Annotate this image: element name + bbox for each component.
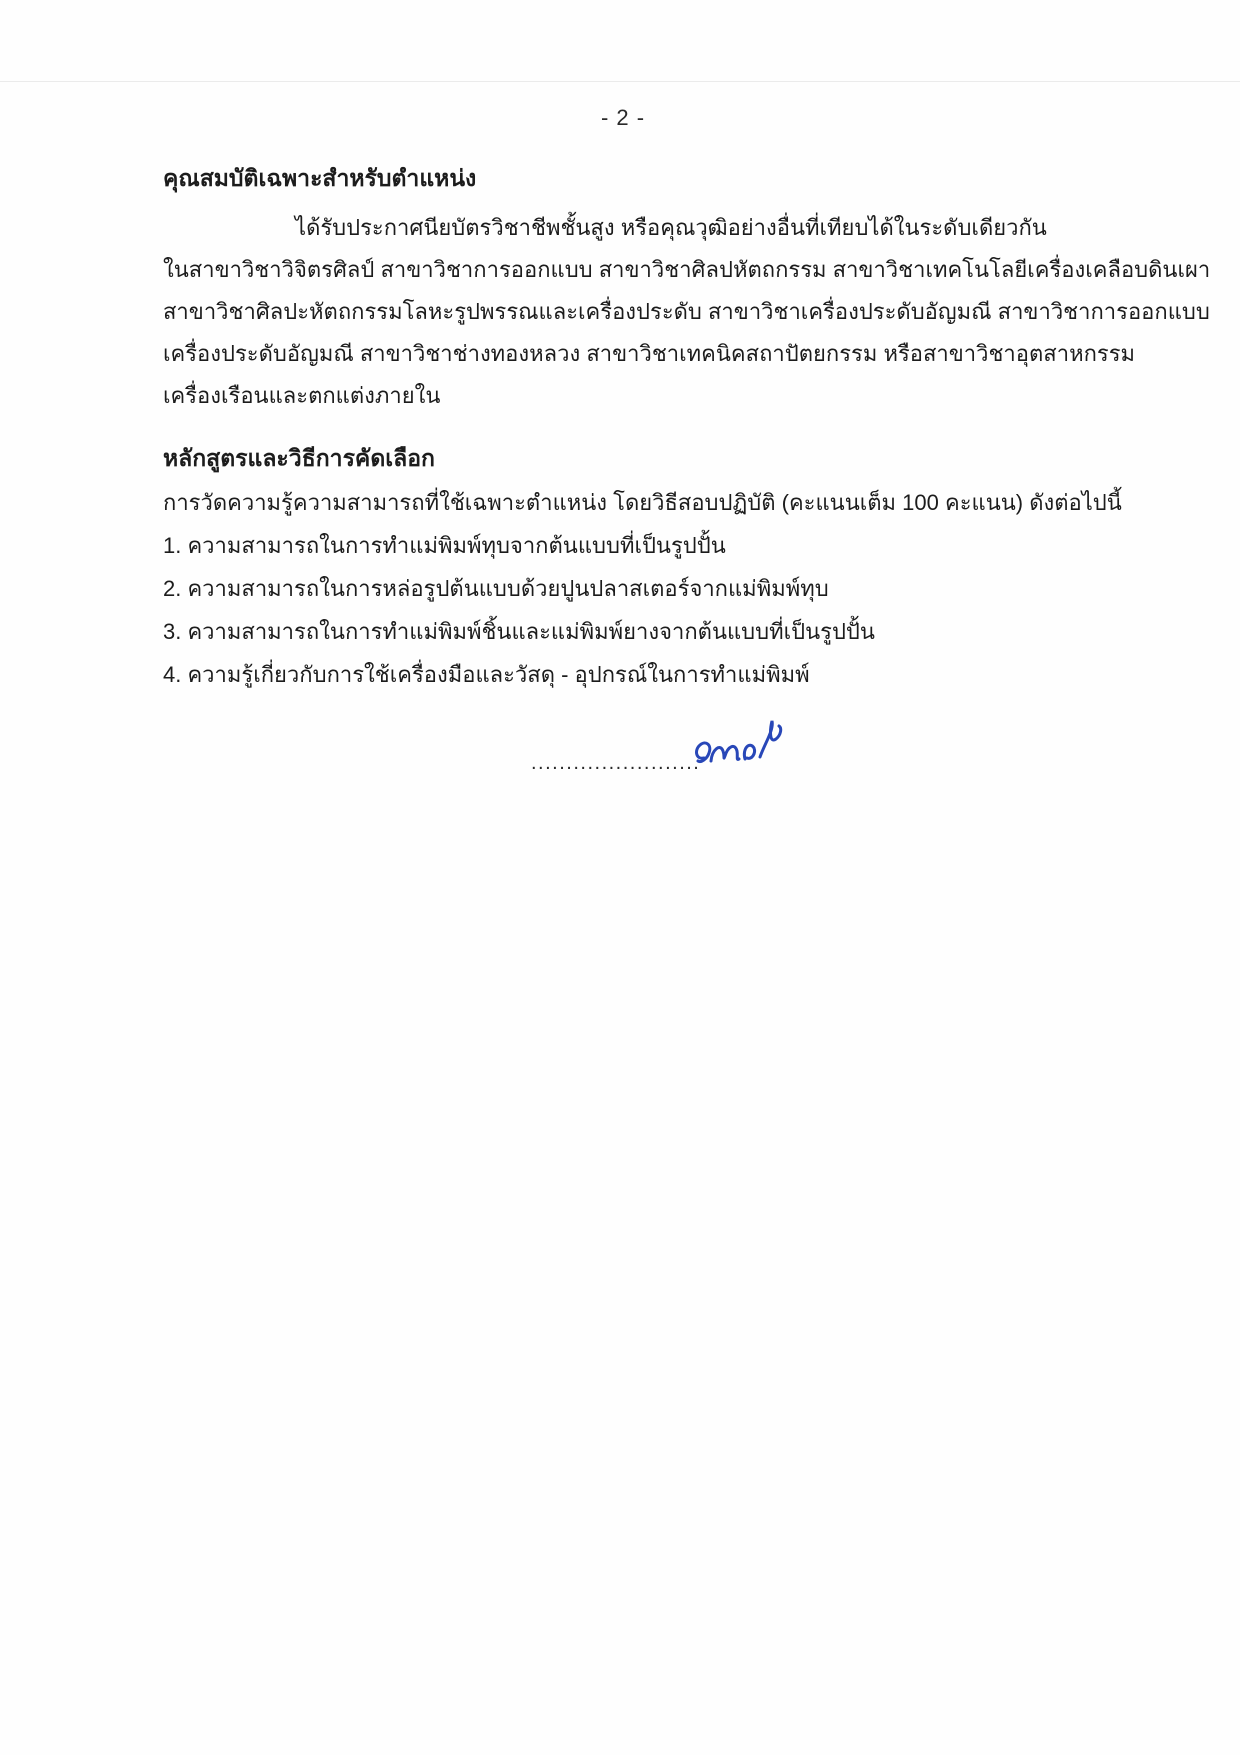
- qualification-paragraph: [163, 207, 1211, 417]
- qualification-line: สาขาวิชาศิลปะหัตถกรรมโลหะรูปพรรณและเครื่องประดับ สาขาวิชาเครื่องประดับอัญมณี สาขาวิชาการออกแบบ: [163, 299, 1210, 324]
- list-item: 3. ความสามารถในการทำแม่พิมพ์ชิ้นและแม่พิมพ์ยางจากต้นแบบที่เป็นรูปปั้น: [163, 619, 875, 644]
- selection-heading: หลักสูตรและวิธีการคัดเลือก: [163, 445, 435, 471]
- list-item: 2. ความสามารถในการหล่อรูปต้นแบบด้วยปูนปลาสเตอร์จากแม่พิมพ์ทุบ: [163, 576, 829, 601]
- qualification-line: ในสาขาวิชาวิจิตรศิลป์ สาขาวิชาการออกแบบ สาขาวิชาศิลปหัตถกรรม สาขาวิชาเทคโนโลยีเครื่องเคลือบดินเผา: [163, 257, 1211, 282]
- list-item: 4. ความรู้เกี่ยวกับการใช้เครื่องมือและวัสดุ - อุปกรณ์ในการทำแม่พิมพ์: [163, 662, 810, 687]
- signature-block: [531, 714, 1083, 774]
- qualification-line: เครื่องประดับอัญมณี สาขาวิชาช่างทองหลวง สาขาวิชาเทคนิคสถาปัตยกรรม หรือสาขาวิชาอุตสาหกรรม: [163, 341, 1136, 366]
- selection-intro: การวัดความรู้ความสามารถที่ใช้เฉพาะตำแหน่ง โดยวิธีสอบปฏิบัติ (คะแนนเต็ม 100 คะแนน) ดังต่อไปนี้: [163, 490, 1122, 515]
- selection-list: [163, 524, 1083, 696]
- page-number: - 2 -: [600, 105, 646, 130]
- signature-dotted-line: ........................: [531, 752, 701, 774]
- handwritten-signature-icon: [690, 712, 810, 778]
- list-item: 1. ความสามารถในการทำแม่พิมพ์ทุบจากต้นแบบที่เป็นรูปปั้น: [163, 533, 726, 558]
- qualification-section: [163, 163, 1211, 417]
- page-content: [163, 105, 1211, 774]
- scan-artifact-line: [0, 81, 1240, 82]
- qualification-line: เครื่องเรือนและตกแต่งภายใน: [163, 383, 441, 408]
- selection-section: [163, 443, 1122, 696]
- qualification-heading: คุณสมบัติเฉพาะสำหรับตำแหน่ง: [163, 165, 477, 191]
- qualification-line: ได้รับประกาศนียบัตรวิชาชีพชั้นสูง หรือคุณวุฒิอย่างอื่นที่เทียบได้ในระดับเดียวกัน: [295, 215, 1047, 240]
